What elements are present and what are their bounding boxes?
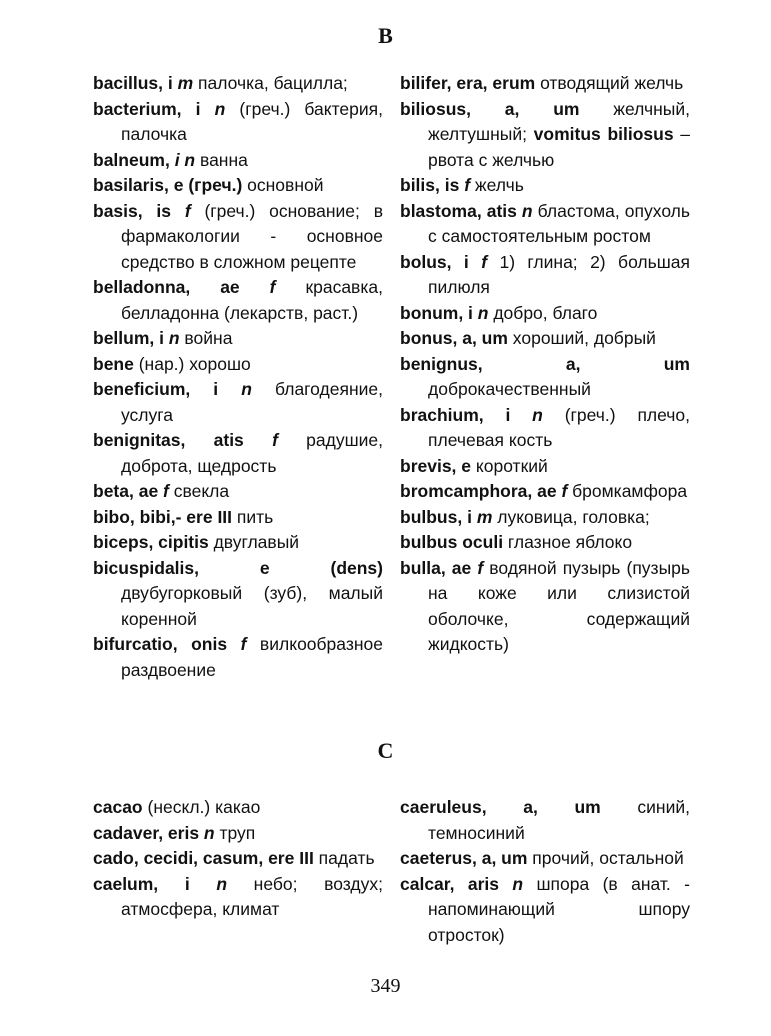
- section-c-right-column: [400, 795, 690, 948]
- gender-marker: m: [476, 506, 493, 527]
- dictionary-entry: [93, 71, 383, 97]
- dictionary-entry: [93, 505, 383, 531]
- headword: benignus, a, um: [400, 353, 690, 374]
- headword: vomitus biliosus: [533, 124, 674, 144]
- headword: bulla, ae: [400, 557, 478, 578]
- dictionary-entry: [93, 199, 383, 276]
- definition-text: пить: [232, 506, 274, 527]
- definition-text: двубугорковый (зуб), малый коренной: [121, 583, 383, 629]
- gender-marker: n: [521, 200, 533, 221]
- definition-text: радушие, доброта, щедрость: [121, 430, 383, 476]
- definition-text: короткий: [471, 455, 548, 476]
- definition-text: луковица, головка;: [492, 506, 650, 527]
- definition-text: (греч.) бактерия, палочка: [121, 98, 383, 144]
- headword: benignitas, atis: [93, 430, 273, 450]
- gender-marker: f: [184, 200, 191, 221]
- dictionary-entry: [93, 556, 383, 633]
- headword: blastoma, atis: [400, 200, 522, 221]
- definition-text: свекла: [168, 481, 230, 501]
- headword: bicuspidalis, e (dens): [93, 557, 383, 578]
- headword: basis, is: [93, 200, 185, 221]
- definition-text: красавка, белладонна (лекарств, раст.): [121, 277, 383, 323]
- dictionary-entry: [93, 326, 383, 352]
- definition-text: водяной пузырь (пузырь на коже или слизистой оболочке, содержащий жидкость): [428, 557, 690, 654]
- gender-marker: f: [561, 481, 568, 501]
- section-b-left-column: [93, 71, 383, 683]
- definition-text: (нар.) хорошо: [133, 353, 251, 374]
- definition-text: хороший, добрый: [507, 328, 656, 348]
- headword: caeterus, a, um: [400, 848, 528, 868]
- headword: bene: [93, 353, 134, 374]
- gender-marker: i n: [174, 149, 196, 170]
- headword: caelum, i: [93, 873, 217, 894]
- dictionary-entry: [93, 377, 383, 428]
- definition-text: палочка, бацилла;: [193, 73, 348, 93]
- dictionary-entry: [400, 326, 690, 352]
- dictionary-entry: [400, 173, 690, 199]
- headword: cacao: [93, 797, 143, 817]
- headword: bromcamphora, ae: [400, 481, 562, 501]
- dictionary-entry: [400, 505, 690, 531]
- gender-marker: n: [532, 404, 543, 425]
- definition-text: прочий, остальной: [527, 848, 684, 868]
- dictionary-entry: [400, 71, 690, 97]
- dictionary-entry: [400, 403, 690, 454]
- definition-text: глазное яблоко: [503, 532, 633, 552]
- gender-marker: m: [177, 73, 194, 93]
- headword: biceps, cipitis: [93, 532, 209, 552]
- headword: brevis, e: [400, 455, 472, 476]
- headword: bolus, i: [400, 251, 482, 272]
- headword: beneficium, i: [93, 379, 242, 399]
- dictionary-entry: [400, 301, 690, 327]
- dictionary-entry: [93, 97, 383, 148]
- headword: caeruleus, a, um: [400, 797, 601, 817]
- headword: balneum,: [93, 149, 175, 170]
- definition-text: (греч.) плечо, плечевая кость: [428, 404, 690, 450]
- definition-text: (греч.) основание; в фармакологии - основное средство в сложном рецепте: [121, 200, 383, 272]
- headword: calcar, aris: [400, 873, 513, 894]
- definition-text: 1) глина; 2) большая пилюля: [428, 251, 690, 297]
- page-number: 349: [370, 975, 401, 997]
- gender-marker: n: [241, 379, 252, 399]
- gender-marker: n: [512, 873, 524, 894]
- headword: bacterium, i: [93, 98, 215, 119]
- dictionary-entry: [93, 173, 383, 199]
- headword: cado, cecidi, casum, ere III: [93, 848, 314, 868]
- dictionary-entry: [400, 250, 690, 301]
- dictionary-entry: [400, 846, 690, 872]
- definition-text: война: [179, 328, 233, 348]
- headword: bibo, bibi,- ere III: [93, 506, 233, 527]
- gender-marker: f: [481, 251, 488, 272]
- definition-text: вилкообразное раздвоение: [121, 634, 383, 680]
- headword: bilis, is: [400, 175, 465, 195]
- dictionary-entry: [93, 846, 383, 872]
- gender-marker: f: [269, 277, 276, 297]
- definition-text: доброкачественный: [428, 379, 591, 399]
- definition-text: основной: [242, 175, 324, 195]
- section-letter-b: B: [378, 23, 393, 48]
- headword: cadaver, eris: [93, 822, 204, 843]
- gender-marker: f: [163, 481, 169, 501]
- definition-text: бластома, опухоль с самостоятельным ростом: [428, 200, 690, 246]
- headword: bellum, i: [93, 328, 169, 348]
- definition-text: синий, темносиний: [428, 797, 690, 843]
- dictionary-entry: [93, 479, 383, 505]
- dictionary-entry: [400, 454, 690, 480]
- definition-text: небо; воздух; атмосфера, климат: [121, 873, 383, 919]
- definition-text: отводящий желчь: [535, 73, 684, 93]
- dictionary-entry: [400, 556, 690, 658]
- dictionary-entry: [93, 428, 383, 479]
- headword: bilifer, era, erum: [400, 73, 536, 93]
- definition-text: бромкамфора: [567, 481, 688, 501]
- headword: basilaris, e (греч.): [93, 175, 243, 195]
- headword: bacillus, i: [93, 73, 178, 93]
- definition-text: желчный, желтушный;: [428, 98, 690, 144]
- definition-text: добро, благо: [488, 302, 598, 323]
- definition-text: (нескл.) какао: [142, 797, 261, 817]
- dictionary-entry: [400, 530, 690, 556]
- section-b-right-column: [400, 71, 690, 658]
- dictionary-entry: [400, 872, 690, 949]
- definition-text: – рвота с желчью: [428, 124, 691, 170]
- dictionary-entry: [93, 275, 383, 326]
- dictionary-entry: [93, 352, 383, 378]
- headword: bifurcatio, onis: [93, 634, 241, 654]
- headword: bulbus oculi: [400, 532, 504, 552]
- gender-marker: f: [240, 634, 247, 654]
- dictionary-entry: [93, 148, 383, 174]
- gender-marker: n: [168, 328, 180, 348]
- gender-marker: f: [477, 557, 484, 578]
- dictionary-entry: [400, 479, 690, 505]
- gender-marker: f: [464, 175, 471, 195]
- gender-marker: n: [216, 873, 228, 894]
- headword: bonus, a, um: [400, 328, 508, 348]
- dictionary-entry: [93, 821, 383, 847]
- dictionary-entry: [93, 872, 383, 923]
- section-letter-c: C: [377, 738, 394, 763]
- headword: belladonna, ae: [93, 277, 270, 297]
- dictionary-entry: [400, 795, 690, 846]
- headword: biliosus, a, um: [400, 98, 580, 119]
- gender-marker: n: [477, 302, 489, 323]
- definition-text: падать: [313, 848, 375, 868]
- dictionary-entry: [400, 199, 690, 250]
- dictionary-entry: [400, 352, 690, 403]
- headword: brachium, i: [400, 404, 533, 425]
- definition-text: желчь: [470, 175, 524, 195]
- gender-marker: n: [214, 98, 226, 119]
- definition-text: ванна: [195, 149, 248, 170]
- headword: bonum, i: [400, 302, 478, 323]
- dictionary-entry: [93, 795, 383, 821]
- definition-text: двуглавый: [208, 532, 300, 552]
- definition-text: благодеяние, услуга: [121, 379, 383, 425]
- dictionary-entry: [93, 632, 383, 683]
- definition-text: шпора (в анат. - напоминающий шпору отросток): [428, 873, 690, 945]
- gender-marker: f: [272, 430, 278, 450]
- dictionary-entry: [93, 530, 383, 556]
- headword: beta, ae: [93, 481, 164, 501]
- gender-marker: n: [203, 822, 215, 843]
- headword: bulbus, i: [400, 506, 477, 527]
- definition-text: труп: [214, 822, 256, 843]
- section-c-left-column: [93, 795, 383, 923]
- dictionary-entry: [400, 97, 690, 174]
